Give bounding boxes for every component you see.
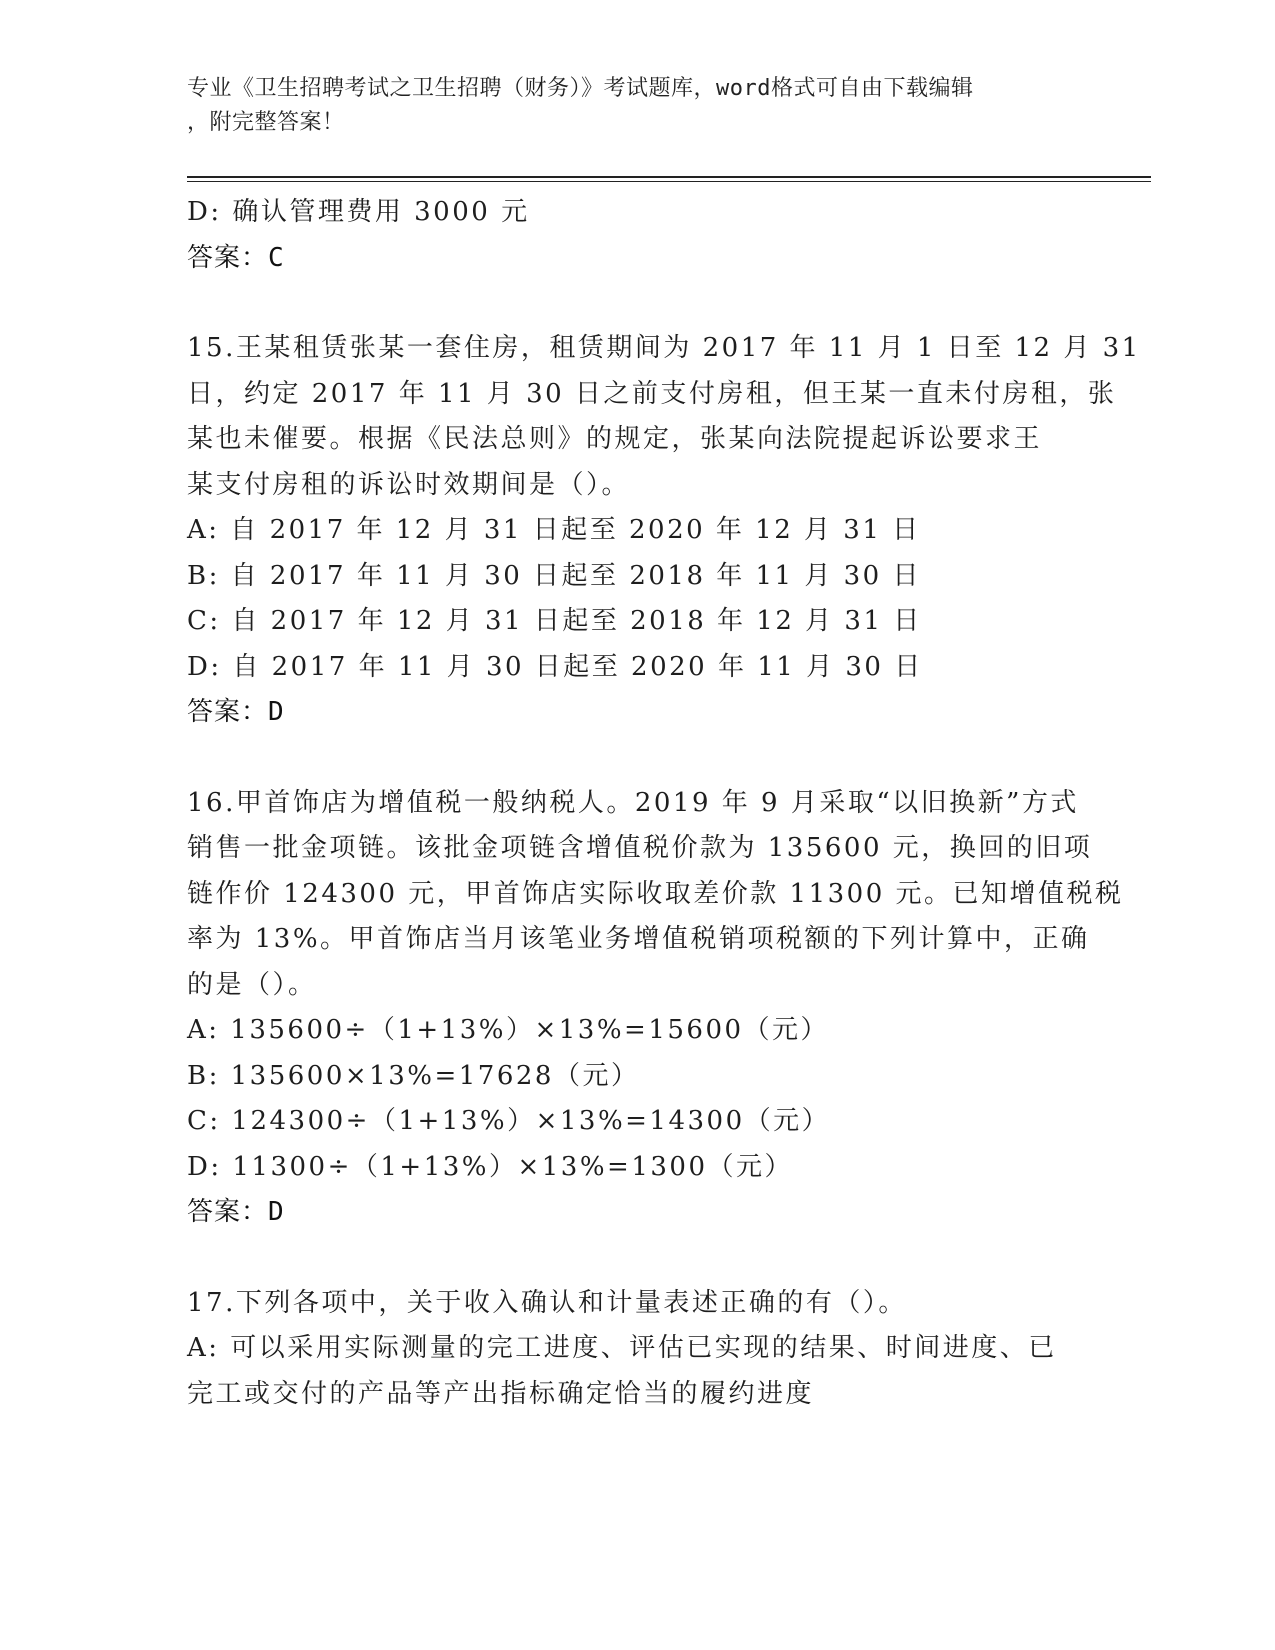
question-stem-line: 某也未催要。根据《民法总则》的规定，张某向法院提起诉讼要求王 bbox=[187, 424, 1043, 454]
question-stem-line: 17.下列各项中，关于收入确认和计量表述正确的有（）。 bbox=[187, 1287, 907, 1318]
header-line-2: ，附完整答案！ bbox=[187, 110, 345, 135]
question-stem-line: 的是（）。 bbox=[187, 969, 317, 1000]
option-b: B: 自 2017 年 11 月 30 日起至 2018 年 11 月 30 日 bbox=[187, 560, 921, 591]
option-b: B: 135600×13%=17628（元） bbox=[187, 1060, 640, 1091]
option-d: D: 自 2017 年 11 月 30 日起至 2020 年 11 月 30 日 bbox=[187, 651, 923, 682]
option-a: A: 自 2017 年 12 月 31 日起至 2020 年 12 月 31 日 bbox=[187, 515, 921, 545]
question-stem-line: 链作价 124300 元，甲首饰店实际收取差价款 11300 元。已知增值税税 bbox=[187, 878, 1124, 909]
question-stem-line: 日，约定 2017 年 11 月 30 日之前支付房租，但王某一直未付房租，张 bbox=[187, 378, 1117, 409]
question-15 bbox=[187, 326, 1141, 736]
question-stem-line: 销售一批金项链。该批金项链含增值税价款为 135600 元，换回的旧项 bbox=[187, 833, 1093, 863]
option-a: A: 135600÷（1+13%）×13%=15600（元） bbox=[187, 1015, 830, 1045]
header-line-1: 专业《卫生招聘考试之卫生招聘（财务）》考试题库，word格式可自由下载编辑 bbox=[187, 76, 974, 101]
option-a: A: 可以采用实际测量的完工进度、评估已实现的结果、时间进度、已 bbox=[187, 1333, 1057, 1363]
spacer bbox=[187, 281, 1087, 326]
header-divider-thick bbox=[187, 176, 1151, 178]
option-c: C: 124300÷（1+13%）×13%=14300（元） bbox=[187, 1106, 831, 1136]
answer-line: 答案：D bbox=[187, 697, 285, 727]
option-c: C: 自 2017 年 12 月 31 日起至 2018 年 12 月 31 日 bbox=[187, 606, 922, 636]
answer-line: 答案：D bbox=[187, 1197, 285, 1227]
option-a-continuation: 完工或交付的产品等产出指标确定恰当的履约进度 bbox=[187, 1378, 815, 1409]
question-stem-line: 15.王某租赁张某一套住房，租赁期间为 2017 年 11 月 1 日至 12 月 31 bbox=[187, 333, 1141, 363]
option-d: D: 11300÷（1+13%）×13%=1300（元） bbox=[187, 1151, 794, 1182]
option-d: D: 确认管理费用 3000 元 bbox=[187, 197, 530, 227]
previous-question-tail bbox=[187, 190, 1087, 281]
answer-line: 答案：C bbox=[187, 242, 285, 273]
page-header bbox=[187, 72, 1067, 140]
question-stem-line: 某支付房租的诉讼时效期间是（）。 bbox=[187, 469, 631, 500]
question-stem-line: 16.甲首饰店为增值税一般纳税人。2019 年 9 月采取“以旧换新”方式 bbox=[187, 787, 1079, 818]
question-17 bbox=[187, 1281, 1087, 1418]
header-divider-thin bbox=[187, 181, 1151, 182]
question-content bbox=[187, 190, 1141, 1417]
spacer bbox=[187, 736, 1087, 781]
question-16 bbox=[187, 781, 1124, 1236]
spacer bbox=[187, 1236, 1087, 1281]
question-stem-line: 率为 13%。甲首饰店当月该笔业务增值税销项税额的下列计算中，正确 bbox=[187, 924, 1090, 954]
